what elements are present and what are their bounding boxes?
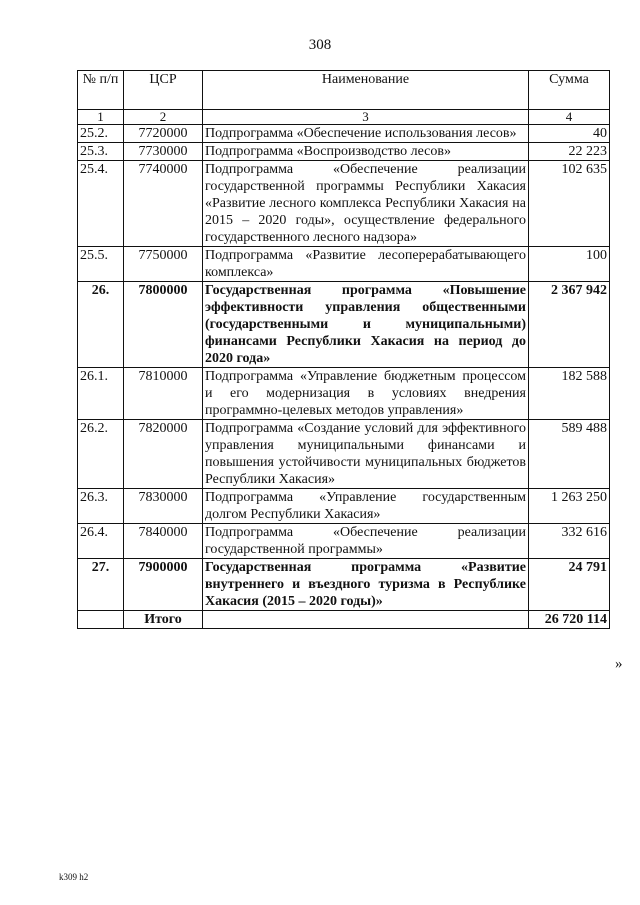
row-code: 7800000 — [124, 282, 203, 368]
row-code: 7810000 — [124, 368, 203, 420]
row-name: Подпрограмма «Обеспечение реализации государственной программы» — [203, 524, 529, 559]
closing-quote: » — [615, 656, 623, 672]
budget-table — [77, 70, 610, 629]
table-row — [78, 524, 610, 559]
row-code: 7820000 — [124, 420, 203, 489]
table-row — [78, 368, 610, 420]
row-name: Подпрограмма «Управление государственным долгом Республики Хакасия» — [203, 489, 529, 524]
row-name: Подпрограмма «Обеспечение реализации государственной программы Республики Хакасия «Развитие лесного комплекса Республики Хакасия на 2015 – 2020 годы», осуществление федерального государственного лесного надзора» — [203, 161, 529, 247]
table-row — [78, 489, 610, 524]
table-row — [78, 247, 610, 282]
row-sum: 22 223 — [529, 143, 610, 161]
row-sum: 332 616 — [529, 524, 610, 559]
row-code: 7900000 — [124, 559, 203, 611]
total-empty-cell — [203, 611, 529, 629]
total-sum: 26 720 114 — [529, 611, 610, 629]
footer-code: k309 h2 — [59, 872, 89, 882]
table-header-row — [78, 71, 610, 110]
row-name: Подпрограмма «Управление бюджетным процессом и его модернизация в условиях внедрения программно-целевых методов управления» — [203, 368, 529, 420]
row-code: 7840000 — [124, 524, 203, 559]
row-number: 25.5. — [78, 247, 124, 282]
table-row — [78, 559, 610, 611]
row-code: 7740000 — [124, 161, 203, 247]
column-header-code: ЦСР — [124, 71, 203, 110]
column-header-no: № п/п — [78, 71, 124, 110]
row-number: 26. — [78, 282, 124, 368]
row-sum: 1 263 250 — [529, 489, 610, 524]
row-number: 26.2. — [78, 420, 124, 489]
row-sum: 589 488 — [529, 420, 610, 489]
row-sum: 24 791 — [529, 559, 610, 611]
row-number: 25.2. — [78, 125, 124, 143]
row-number: 26.1. — [78, 368, 124, 420]
table-row — [78, 125, 610, 143]
row-sum: 182 588 — [529, 368, 610, 420]
table-row — [78, 420, 610, 489]
table-row — [78, 143, 610, 161]
row-code: 7830000 — [124, 489, 203, 524]
row-number: 26.4. — [78, 524, 124, 559]
table-row — [78, 282, 610, 368]
row-code: 7730000 — [124, 143, 203, 161]
row-sum: 2 367 942 — [529, 282, 610, 368]
page-number: 308 — [308, 37, 332, 53]
total-row — [78, 611, 610, 629]
column-index-row — [78, 110, 610, 125]
row-sum: 102 635 — [529, 161, 610, 247]
row-number: 25.3. — [78, 143, 124, 161]
column-index: 1 — [78, 110, 124, 125]
row-name: Подпрограмма «Воспроизводство лесов» — [203, 143, 529, 161]
row-sum: 40 — [529, 125, 610, 143]
column-header-sum: Сумма — [529, 71, 610, 110]
column-index: 2 — [124, 110, 203, 125]
column-index: 4 — [529, 110, 610, 125]
row-sum: 100 — [529, 247, 610, 282]
row-number: 26.3. — [78, 489, 124, 524]
column-header-name: Наименование — [203, 71, 529, 110]
row-code: 7750000 — [124, 247, 203, 282]
row-name: Подпрограмма «Создание условий для эффективного управления муниципальными финансами и повышения устойчивости муниципальных бюджетов Республики Хакасия» — [203, 420, 529, 489]
row-name: Государственная программа «Развитие внутреннего и въездного туризма в Республике Хакасия (2015 – 2020 годы)» — [203, 559, 529, 611]
total-empty-cell — [78, 611, 124, 629]
column-index: 3 — [203, 110, 529, 125]
total-label: Итого — [124, 611, 203, 629]
row-number: 27. — [78, 559, 124, 611]
row-name: Подпрограмма «Развитие лесоперерабатывающего комплекса» — [203, 247, 529, 282]
row-name: Государственная программа «Повышение эффективности управления общественными (государственными и муниципальными) финансами Республики Хакасия на период до 2020 года» — [203, 282, 529, 368]
row-number: 25.4. — [78, 161, 124, 247]
table-row — [78, 161, 610, 247]
row-code: 7720000 — [124, 125, 203, 143]
row-name: Подпрограмма «Обеспечение использования лесов» — [203, 125, 529, 143]
